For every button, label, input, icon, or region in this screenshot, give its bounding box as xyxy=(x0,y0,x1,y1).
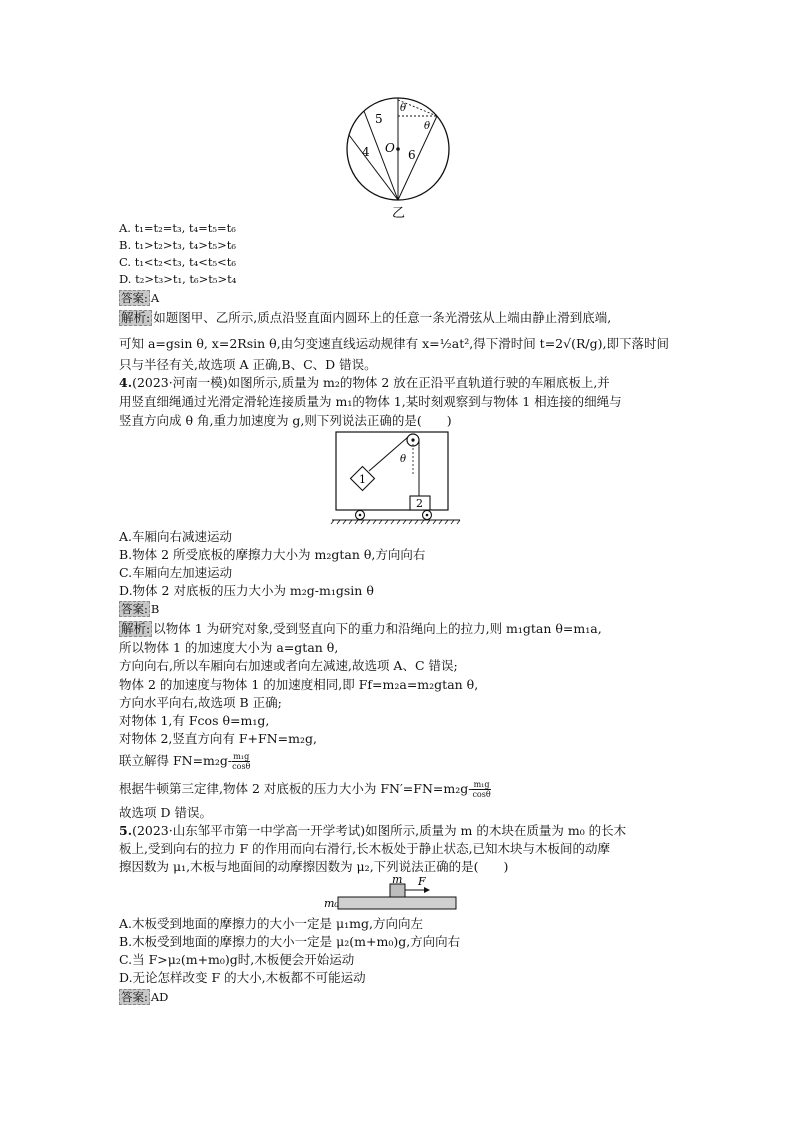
q5-option-c: C.当 F>μ₂(m+m₀)g时,木板便会开始运动 xyxy=(119,952,355,967)
q3-analysis-line-1: 解析: 如题图甲、乙所示,质点沿竖直面内圆环上的任意一条光滑弦从上端由静止滑到底端, xyxy=(121,310,612,325)
q5-option-d: D.无论怎样改变 F 的大小,木板都不可能运动 xyxy=(119,970,366,985)
q4-analysis-line-5: 方向水平向右,故选项 B 正确; xyxy=(119,695,282,710)
q3-analysis-line-2: 可知 a=gsin θ, x=2Rsin θ,由匀变速直线运动规律有 x=½at²,得下滑时间 t=2√(R/g),即下落时间 xyxy=(119,336,669,351)
q3-option-b: B. t₁>t₂>t₃, t₄>t₅>t₆ xyxy=(119,238,237,252)
q4-analysis-line-3: 方向向右,所以车厢向右加速或者向左减速,故选项 A、C 错误; xyxy=(119,658,458,673)
q3-option-d: D. t₂>t₃>t₁, t₆>t₅>t₄ xyxy=(119,272,237,286)
angle-label-1: θ xyxy=(400,103,407,114)
q4-option-b: B.物体 2 所受底板的摩擦力大小为 m₂gtan θ,方向向右 xyxy=(119,547,426,562)
q4-analysis-line-9: 根据牛顿第三定律,物体 2 对底板的压力大小为 FN′=FN=m₂g- $\frac{\text{m₁g}}{\cos\theta}$ xyxy=(119,780,491,799)
q4-analysis-line-8: 联立解得 FN=m₂g- $\frac{\text{m₁g}}{\cos\theta}$ xyxy=(119,752,251,771)
fraction: $\frac{\text{m₁g}}{\cos\theta}$ xyxy=(472,780,491,799)
answer-value: B xyxy=(150,602,160,616)
q4-analysis-line-10: 故选项 D 错误。 xyxy=(119,805,212,820)
carriage-pulley-figure xyxy=(330,430,465,525)
circle-chords-figure xyxy=(340,95,460,220)
q3-option-c: C. t₁<t₂<t₃, t₄<t₅<t₆ xyxy=(119,255,236,269)
figure-caption: 乙 xyxy=(392,206,406,220)
fraction: $\frac{\text{m₁g}}{\cos\theta}$ xyxy=(232,752,251,771)
q4-answer xyxy=(119,601,159,617)
answer-tag: 答案: xyxy=(121,990,148,1004)
q5-option-a: A.木板受到地面的摩擦力的大小一定是 μ₁mg,方向向左 xyxy=(119,916,423,931)
q4-stem-line-3: 竖直方向成 θ 角,重力加速度为 g,则下列说法正确的是( ) xyxy=(119,413,452,428)
q3-answer xyxy=(119,290,159,306)
q5-stem-line-1: 5.(2023·山东邹平市第一中学高一开学考试)如图所示,质量为 m 的木块在质量为 m₀ 的长木 xyxy=(119,823,627,838)
block-on-board-figure xyxy=(320,874,460,914)
q5-stem-line-2: 板上,受到向右的拉力 F 的作用而向右滑行,长木板处于静止状态,已知木块与木板间的动摩 xyxy=(119,841,611,856)
answer-value: A xyxy=(150,291,160,305)
q5-option-b: B.木板受到地面的摩擦力的大小一定是 μ₂(m+m₀)g,方向向右 xyxy=(119,934,461,949)
q4-analysis-line-2: 所以物体 1 的加速度大小为 a=gtan θ, xyxy=(119,640,339,655)
angle-label-2: θ xyxy=(424,121,431,132)
q4-option-a: A.车厢向右减速运动 xyxy=(119,529,233,544)
q4-analysis-line-7: 对物体 2,竖直方向有 F+FN=m₂g, xyxy=(119,731,317,746)
chord-label-4: 4 xyxy=(362,145,370,159)
analysis-tag: 解析: xyxy=(121,621,151,636)
block-mass-label: m xyxy=(392,874,403,886)
rope-angle-label: θ xyxy=(400,454,407,465)
question-number: 5. xyxy=(119,823,133,838)
q4-stem-line-1: 4.(2023·河南一模)如图所示,质量为 m₂的物体 2 放在正沿平直轨道行驶的车厢底板上,并 xyxy=(119,375,610,390)
center-label: O xyxy=(385,141,395,155)
analysis-tag: 解析: xyxy=(121,310,151,325)
q4-analysis-line-6: 对物体 1,有 Fcos θ=m₁g, xyxy=(119,713,270,728)
q4-analysis-line-1: 解析: 以物体 1 为研究对象,受到竖直向下的重力和沿绳向上的拉力,则 m₁gtan θ=m₁a, xyxy=(121,621,602,636)
board-mass-label: m₀ xyxy=(324,897,339,910)
chord-label-5: 5 xyxy=(375,112,383,126)
q3-option-a: A. t₁=t₂=t₃, t₄=t₅=t₆ xyxy=(119,221,236,235)
block-1-label: 1 xyxy=(359,473,366,486)
answer-tag: 答案: xyxy=(121,291,148,305)
q5-answer xyxy=(119,989,168,1005)
q4-option-c: C.车厢向左加速运动 xyxy=(119,565,233,580)
force-label: F xyxy=(418,875,426,888)
q4-analysis-line-4: 物体 2 的加速度与物体 1 的加速度相同,即 Ff=m₂a=m₂gtan θ, xyxy=(119,677,479,692)
chord-label-6: 6 xyxy=(408,148,416,162)
answer-value: AD xyxy=(150,990,169,1004)
q3-analysis-line-3: 只与半径有关,故选项 A 正确,B、C、D 错误。 xyxy=(119,357,377,372)
question-number: 4. xyxy=(119,375,133,390)
q4-option-d: D.物体 2 对底板的压力大小为 m₂g-m₁gsin θ xyxy=(119,583,374,598)
q5-stem-line-3: 擦因数为 μ₁,木板与地面间的动摩擦因数为 μ₂,下列说法正确的是( ) xyxy=(119,859,509,874)
block-2-label: 2 xyxy=(416,497,423,510)
answer-tag: 答案: xyxy=(121,602,148,616)
q4-stem-line-2: 用竖直细绳通过光滑定滑轮连接质量为 m₁的物体 1,某时刻观察到与物体 1 相连接的细绳与 xyxy=(119,394,622,409)
